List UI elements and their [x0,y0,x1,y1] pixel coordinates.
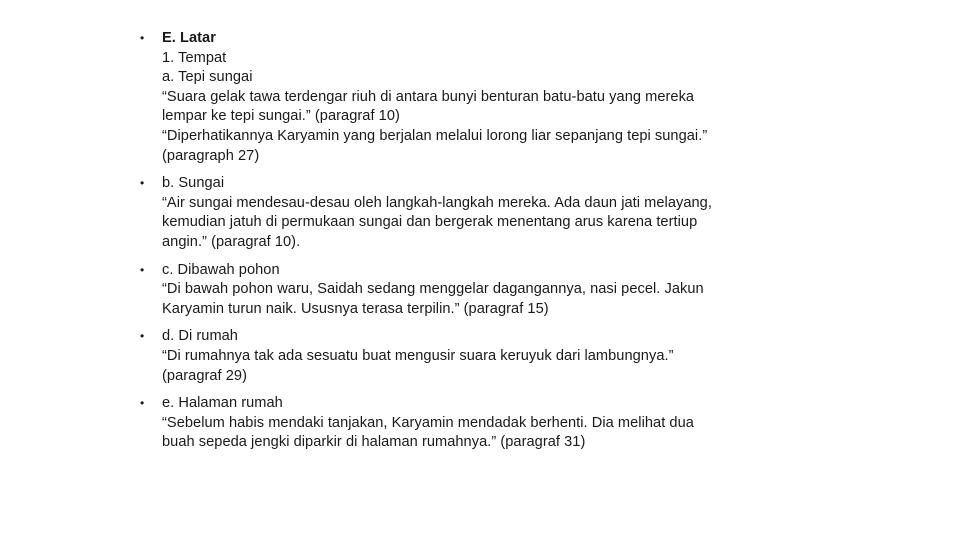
quote-line: buah sepeda jengki diparkir di halaman rumahnya.” (paragraf 31) [162,434,586,451]
quote-line: Karyamin turun naik. Ususnya terasa terpilin.” (paragraf 15) [162,300,549,317]
quote-line: “Suara gelak tawa terdengar riuh di antara bunyi benturan batu-batu yang mereka [162,88,695,105]
bullet-icon: • [140,329,145,344]
quote-line: (paragraf 29) [162,367,248,384]
bullet-icon: • [140,262,145,277]
section-heading: E. Latar [162,30,216,46]
subheading: b. Sungai [162,175,225,192]
section-halaman-rumah [140,394,840,453]
quote-line: “Diperhatikannya Karyamin yang berjalan melalui lorong liar sepanjang tepi sungai.” [162,127,708,144]
subheading: e. Halaman rumah [162,395,283,412]
subheading: d. Di rumah [162,328,238,345]
quote-line: “Di rumahnya tak ada sesuatu buat mengusir suara keruyuk dari lambungnya.” [162,347,674,364]
section-di-rumah [140,327,840,386]
subheading: c. Dibawah pohon [162,261,280,278]
quote-line: kemudian jatuh di permukaan sungai dan bergerak menentang arus karena tertiup [162,214,698,231]
quote-line: “Air sungai mendesau-desau oleh langkah-langkah mereka. Ada daun jati melayang, [162,194,712,211]
quote-line: “Sebelum habis mendaki tanjakan, Karyamin mendadak berhenti. Dia melihat dua [162,414,694,431]
section-latar-tempat [140,29,840,166]
section-sungai [140,174,840,252]
bullet-icon: • [140,396,145,411]
quote-line: (paragraph 27) [162,147,260,164]
bullet-icon: • [140,176,145,191]
quote-line: “Di bawah pohon waru, Saidah sedang menggelar dagangannya, nasi pecel. Jakun [162,281,704,298]
subheading: 1. Tempat [162,49,227,66]
bullet-list [140,29,840,461]
bullet-icon: • [140,31,145,45]
quote-line: lempar ke tepi sungai.” (paragraf 10) [162,108,400,125]
quote-line: angin.” (paragraf 10). [162,233,301,250]
subheading: a. Tepi sungai [162,69,253,86]
section-dibawah-pohon [140,261,840,320]
